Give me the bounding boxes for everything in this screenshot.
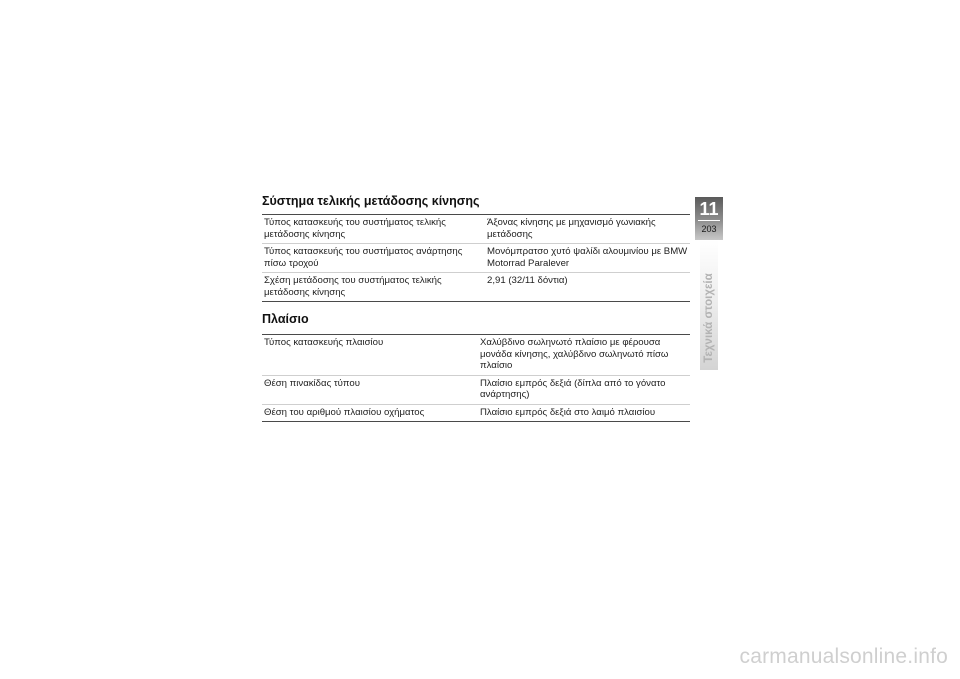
chapter-label: Τεχνικά στοιχεία — [703, 273, 715, 363]
spec-value: Χαλύβδινο σωληνωτό πλαίσιο με φέρουσα μονάδα κίνησης, χαλύβδινο σωληνωτό πίσω πλαίσιο — [480, 337, 669, 371]
table-row — [262, 244, 690, 273]
spec-key: Θέση του αριθμού πλαισίου οχήματος — [264, 406, 425, 418]
table-row — [262, 375, 690, 404]
spec-value: 2,91 (32/11 δόντια) — [487, 275, 568, 286]
spec-key: Τύπος κατασκευής πλαισίου — [264, 337, 384, 348]
page-number: 203 — [701, 224, 717, 234]
spec-value: Άξονας κίνησης με μηχανισμό γωνιακής μετάδοσης — [487, 217, 656, 240]
table-row — [262, 273, 690, 302]
spec-value: Μονόμπρατσο χυτό ψαλίδι αλουμινίου με BMW Motorrad Paralever — [487, 246, 688, 269]
section-title-frame: Πλαίσιο — [262, 312, 309, 326]
chapter-number: 11 — [699, 199, 719, 219]
table-row — [262, 215, 690, 244]
table-row — [262, 335, 690, 376]
table-row — [262, 404, 690, 422]
section-title-final-drive: Σύστημα τελικής μετάδοσης κίνησης — [262, 194, 480, 208]
chapter-badge — [695, 197, 723, 240]
spec-key: Τύπος κατασκευής του συστήματος ανάρτησης πίσω τροχού — [264, 246, 463, 269]
page-content — [262, 194, 690, 422]
spec-value: Πλαίσιο εμπρός δεξιά στο λαιμό πλαισίου — [480, 406, 656, 418]
chapter-divider — [698, 220, 720, 221]
spec-key: Θέση πινακίδας τύπου — [264, 377, 360, 389]
spec-key: Σχέση μετάδοσης του συστήματος τελικής μετάδοσης κίνησης — [264, 275, 442, 298]
spec-value: Πλαίσιο εμπρός δεξιά (δίπλα από το γόνατο ανάρτησης) — [480, 377, 666, 400]
watermark-text: carmanualsonline.info — [739, 645, 948, 668]
spec-table-final-drive — [262, 214, 690, 302]
spec-table-frame — [262, 334, 690, 422]
spec-key: Τύπος κατασκευής του συστήματος τελικής μετάδοσης κίνησης — [264, 217, 446, 240]
